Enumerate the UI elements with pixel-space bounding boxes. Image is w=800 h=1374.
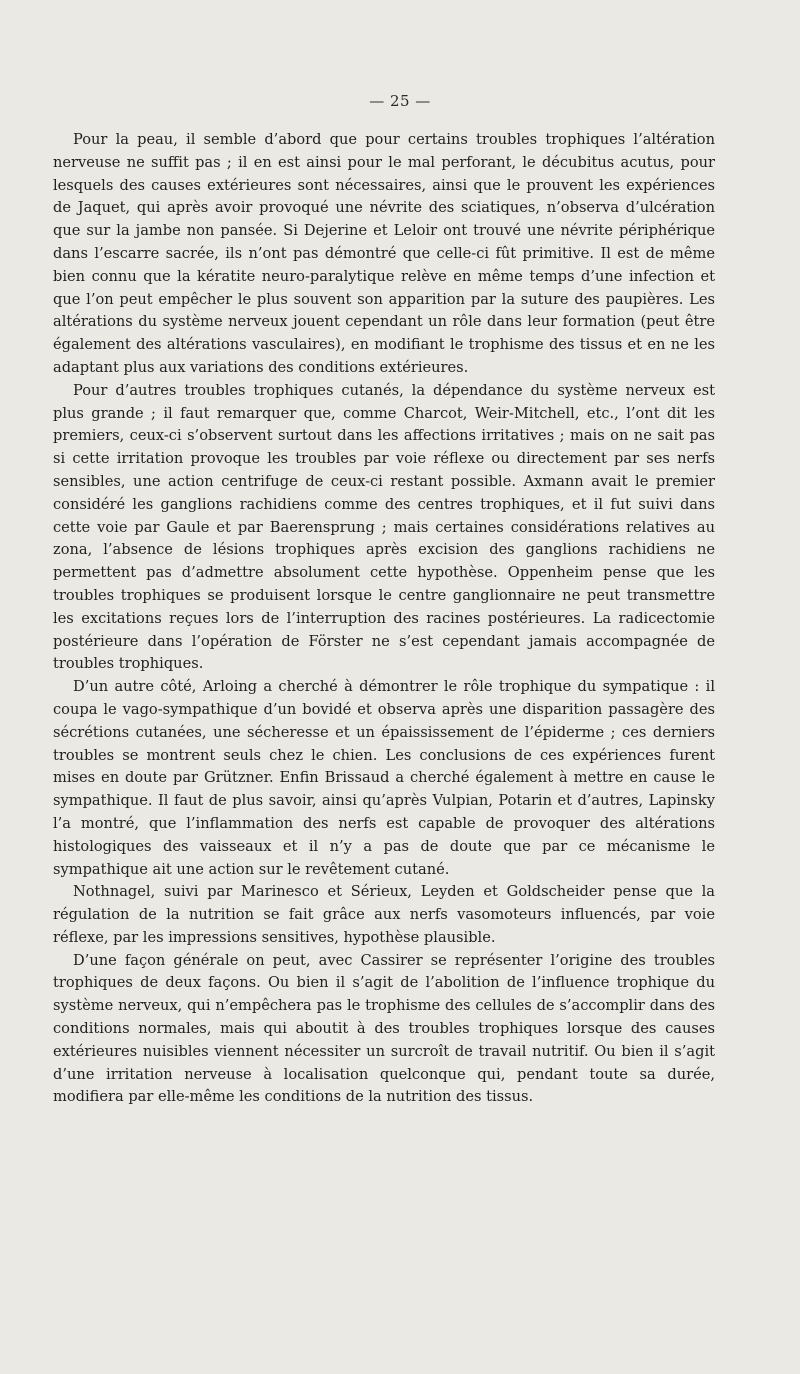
paragraph-5: D’une façon générale on peut, avec Cassirer se représenter l’origine des troubles trophiques de deux façons. Ou bien il s’agit de l’abolition de l’influence trophique du système nerveux, qui n’empêchera pas le trophisme des cellules de s’accomplir dans des conditions normales, mais qui aboutit à des troubles trophiques lorsque des causes extérieures nuisibles viennent nécessiter un surcroît de travail nutritif. Ou bien il s’agit d’une irritation nerveuse à localisation quelconque qui, pendant toute sa durée, modifiera par elle-même les conditions de la nutrition des tissus. — [53, 951, 715, 1106]
paragraph-2: Pour d’autres troubles trophiques cutanés, la dépendance du système nerveux est plus grande ; il faut remarquer que, comme Charcot, Weir-Mitchell, etc., l’ont dit les premiers, ceux-ci s’observent surtout dans les affections irritatives ; mais on ne sait pas si cette irritation provoque les troubles par voie réflexe ou directement par ses nerfs sensibles, une action centrifuge de ceux-ci restant possible. Axmann avait le premier considéré les ganglions rachidiens comme des centres trophiques, et il fut suivi dans cette voie par Gaule et par Baerensprung ; mais certaines considérations relatives au zona, l’absence de lésions trophiques après excision des ganglions rachidiens ne permettent pas d’admettre absolument cette hypothèse. Oppenheim pense que les troubles trophiques se produisent lorsque le centre ganglionnaire ne peut transmettre les excitations reçues lors de l’interruption des racines postérieures. La radicectomie postérieure dans l’opération de Förster ne s’est cependant jamais accompagnée de troubles trophiques. — [53, 381, 715, 673]
paragraph-4: Nothnagel, suivi par Marinesco et Sérieux, Leyden et Goldscheider pense que la régulation de la nutrition se fait grâce aux nerfs vasomoteurs influencés, par voie réflexe, par les impressions sensitives, hypothèse plausible. — [53, 883, 715, 946]
paragraph-1: Pour la peau, il semble d’abord que pour certains troubles trophiques l’altération nerveuse ne suffit pas ; il en est ainsi pour le mal perforant, le décubitus acutus, pour lesquels des causes extérieures sont nécessaires, ainsi que le prouvent les expériences de Jaquet, qui après avoir provoqué une névrite des sciatiques, n’observa d’ulcération que sur la jambe non pansée. Si Dejerine et Leloir ont trouvé une névrite périphérique dans l’escarre sacrée, ils n’ont pas démontré que celle-ci fût primitive. Il est de même bien connu que la kératite neuro-paralytique relève en même temps d’une infection et que l’on peut empêcher le plus souvent son apparition par la suture des paupières. Les altérations du système nerveux jouent cependant un rôle dans leur formation (peut être également des altérations vasculaires), en modifiant le trophisme des tissus et en ne les adaptant plus aux variations des conditions extérieures. — [53, 131, 715, 376]
page-number: — 25 — — [369, 92, 431, 110]
body-text — [53, 129, 715, 1109]
paragraph-3: D’un autre côté, Arloing a cherché à démontrer le rôle trophique du sympatique : il coupa le vago-sympathique d’un bovidé et observa après une disparition passagère des sécrétions cutanées, une sécheresse et un épaississement de l’épiderme ; ces derniers troubles se montrent seuls chez le chien. Les conclusions de ces expériences furent mises en doute par Grützner. Enfin Brissaud a cherché également à mettre en cause le sympathique. Il faut de plus savoir, ainsi qu’après Vulpian, Potarin et d’autres, Lapinsky l’a montré, que l’inflammation des nerfs est capable de provoquer des altérations histologiques des vaisseaux et il n’y a pas de doute que par ce mécanisme le sympathique ait une action sur le revêtement cutané. — [53, 678, 715, 878]
